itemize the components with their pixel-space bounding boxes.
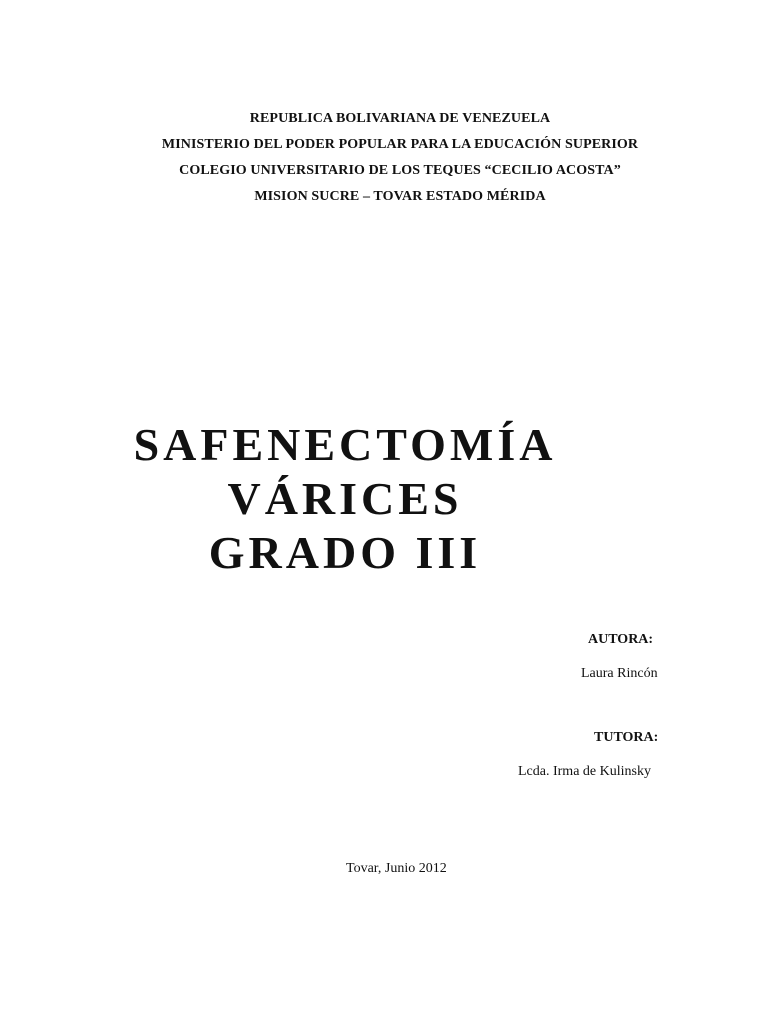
author-label: AUTORA: [588,632,654,647]
institution-header [0,106,768,210]
title-line-1: SAFENECTOMÍA [133,419,557,470]
author-name: Laura Rincón [581,666,658,681]
header-line-ministry: MINISTERIO DEL PODER POPULAR PARA LA EDUCACIÓN SUPERIOR [161,137,639,152]
header-line-mission: MISION SUCRE – TOVAR ESTADO MÉRIDA [254,189,546,204]
document-title [90,418,600,580]
title-line-2: VÁRICES [227,473,463,524]
tutor-label: TUTORA: [594,730,659,745]
header-line-college: COLEGIO UNIVERSITARIO DE LOS TEQUES “CECILIO ACOSTA” [179,163,621,178]
title-line-3: GRADO III [208,527,482,578]
header-line-country: REPUBLICA BOLIVARIANA DE VENEZUELA [249,111,551,126]
tutor-name: Lcda. Irma de Kulinsky [518,764,651,779]
place-date: Tovar, Junio 2012 [346,861,447,876]
